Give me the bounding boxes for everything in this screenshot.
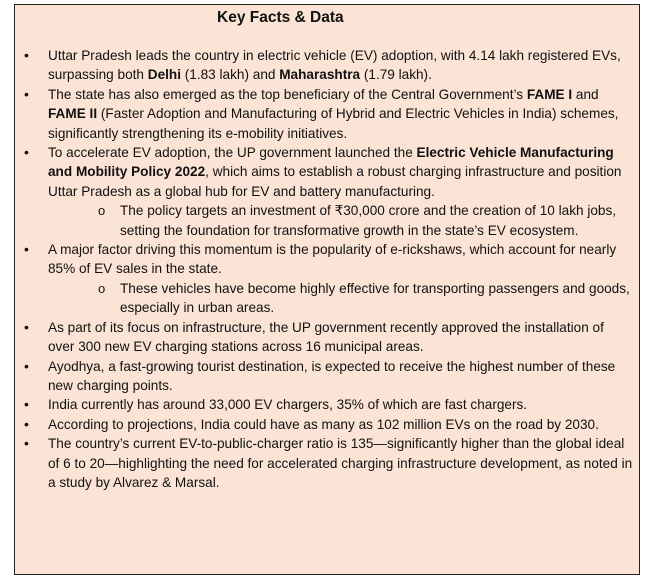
bullet-text: The country’s current EV-to-public-charger ratio is 135—significantly higher than the global ideal of 6 to 20—highlighting the need for accelerated charging infrastructure development, as noted in a study by Alvarez & Marsal. (48, 436, 633, 490)
fact-bullet (15, 46, 641, 85)
bullet-dot-icon: • (24, 144, 29, 161)
sub-list (48, 279, 633, 318)
bullet-text: The state has also emerged as the top beneficiary of the Central Government’s (48, 86, 527, 102)
bullet-text: , which aims to establish a robust charging infrastructure and position Uttar Pradesh as a global hub for EV and battery manufacturing. (48, 164, 622, 199)
fact-bullet (15, 240, 641, 318)
facts-list (15, 46, 641, 492)
fact-bullet (15, 143, 641, 240)
bullet-dot-icon: • (24, 415, 29, 432)
bullet-text: (Faster Adoption and Manufacturing of Hybrid and Electric Vehicles in India) schemes, significantly strengthening its e-mobility initiatives. (48, 106, 619, 141)
bullet-text: India currently has around 33,000 EV chargers, 35% of which are fast chargers. (48, 397, 528, 413)
fact-bullet (15, 357, 641, 396)
bullet-dot-icon: • (24, 318, 29, 335)
bullet-dot-icon: • (24, 47, 29, 63)
sub-bullet-text: The policy targets an investment of ₹30,000 crore and the creation of 10 lakh jobs, setting the foundation for transformative growth in the state’s EV ecosystem. (120, 203, 617, 238)
bullet-text: To accelerate EV adoption, the UP government launched the (48, 145, 417, 161)
bold-term: Delhi (147, 67, 181, 83)
fact-bullet (15, 395, 641, 414)
key-facts-box (14, 4, 640, 575)
circle-bullet-icon: o (98, 203, 106, 219)
fact-bullet (15, 415, 641, 434)
bullet-text: and (572, 86, 599, 102)
bullet-dot-icon: • (24, 435, 29, 452)
bold-term: FAME II (48, 106, 98, 122)
fact-bullet (15, 318, 641, 357)
box-title: Key Facts & Data (217, 9, 344, 26)
bold-term: Maharashtra (279, 67, 361, 83)
bullet-dot-icon: • (24, 396, 29, 413)
sub-list (48, 201, 633, 240)
fact-bullet (15, 85, 641, 143)
circle-bullet-icon: o (98, 280, 106, 296)
sub-bullet-text: These vehicles have become highly effective for transporting passengers and goods, especially in urban areas. (120, 280, 630, 316)
bullet-dot-icon: • (24, 241, 29, 258)
fact-bullet (15, 434, 641, 492)
sub-bullet (48, 279, 633, 318)
bullet-text: As part of its focus on infrastructure, the UP government recently approved the installation of over 300 new EV charging stations across 16 municipal areas. (48, 319, 604, 355)
bold-term: FAME I (526, 86, 573, 102)
bullet-text: Uttar Pradesh leads the country in electric vehicle (EV) adoption, with 4.14 lakh registered EVs, surpassing both (48, 48, 621, 83)
sub-bullet (48, 201, 633, 240)
bold-term: Electric Vehicle Manufacturing and Mobility Policy 2022 (48, 145, 614, 180)
bullet-dot-icon: • (24, 85, 29, 102)
bullet-text: (1.79 lakh). (360, 67, 432, 83)
bullet-text: A major factor driving this momentum is the popularity of e-rickshaws, which account for nearly 85% of EV sales in the state. (48, 242, 617, 277)
bullet-text: (1.83 lakh) and (180, 67, 280, 83)
bullet-dot-icon: • (24, 357, 29, 374)
bullet-text: According to projections, India could have as many as 102 million EVs on the road by 2030. (48, 416, 599, 432)
bullet-text: Ayodhya, a fast-growing tourist destination, is expected to receive the highest number of these new charging points. (48, 358, 616, 393)
